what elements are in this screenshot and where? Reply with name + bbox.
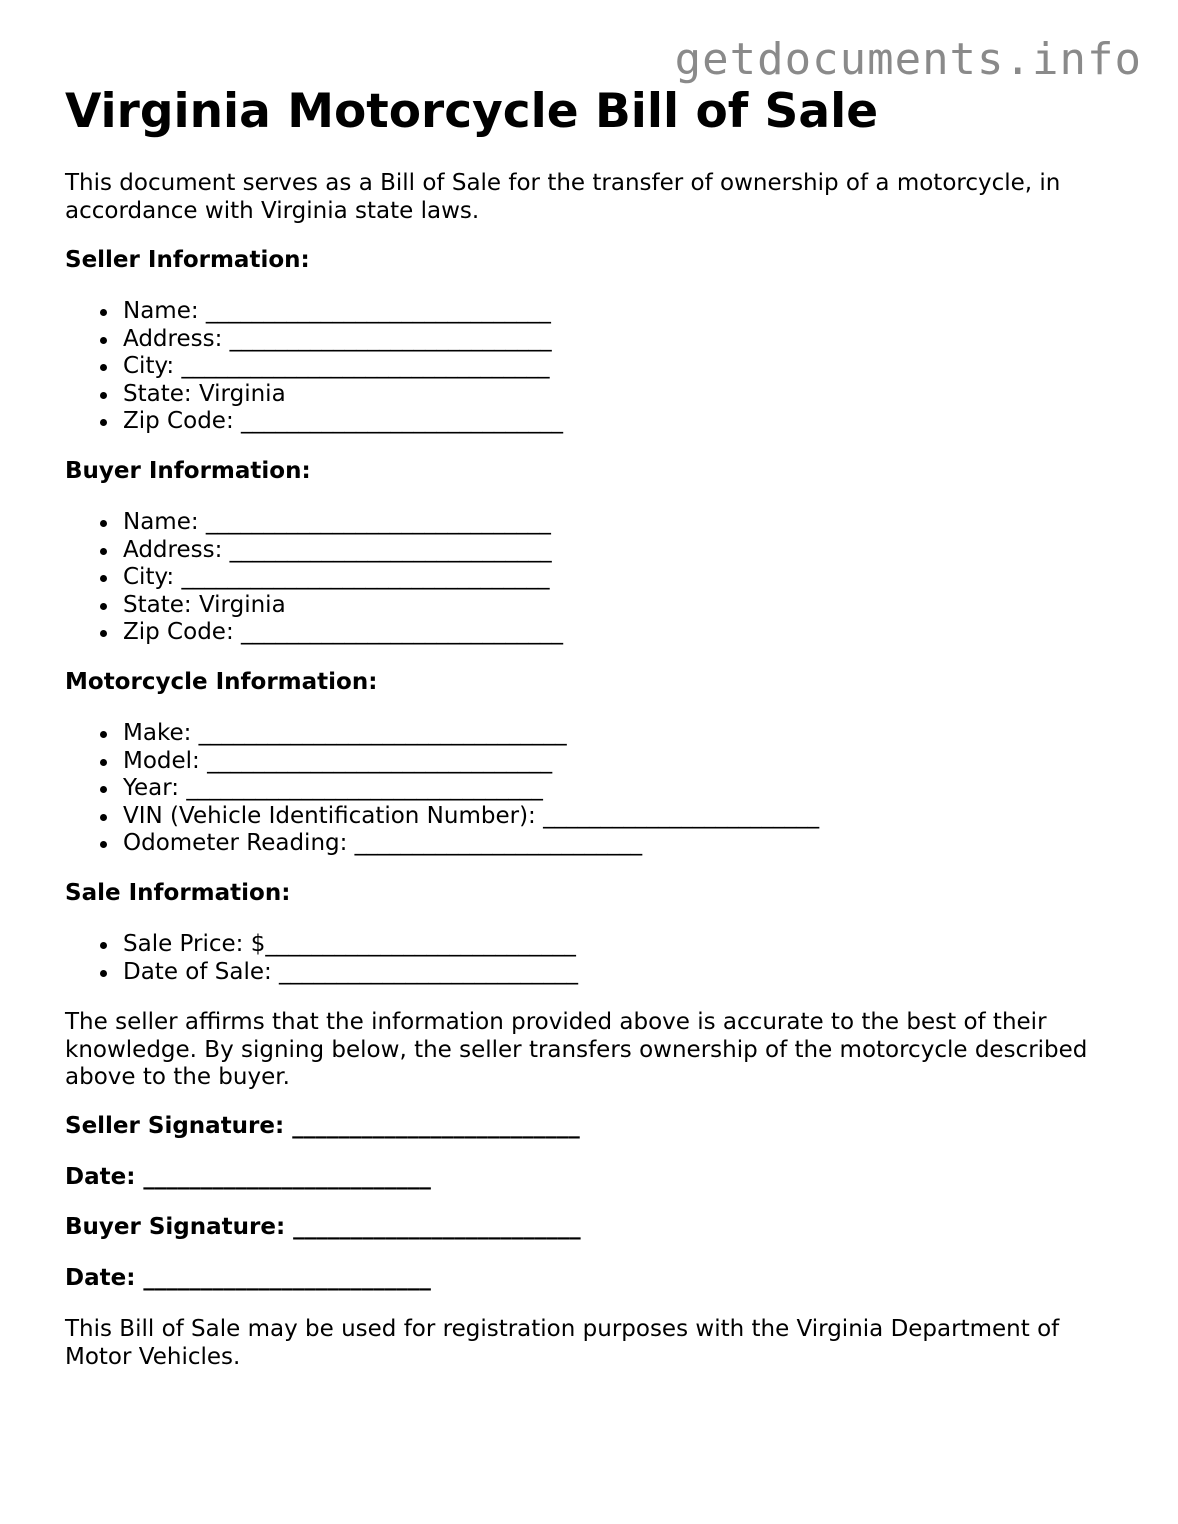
page-title: Virginia Motorcycle Bill of Sale <box>65 84 879 139</box>
buyer-fields <box>65 509 563 647</box>
motorcycle-fields <box>65 720 819 858</box>
motorcycle-vin-field[interactable]: VIN (Vehicle Identification Number): ________________________ <box>65 803 819 831</box>
buyer-state-field: State: Virginia <box>65 592 563 620</box>
motorcycle-year-field[interactable]: Year: _______________________________ <box>65 775 819 803</box>
buyer-signature-line[interactable]: Buyer Signature: _________________________ <box>65 1214 581 1240</box>
seller-signature-line[interactable]: Seller Signature: _________________________ <box>65 1113 580 1139</box>
seller-state-field: State: Virginia <box>65 381 563 409</box>
buyer-zip-field[interactable]: Zip Code: ____________________________ <box>65 619 563 647</box>
footer-note: This Bill of Sale may be used for registration purposes with the Virginia Department of Motor Vehicles. <box>65 1316 1060 1370</box>
seller-fields <box>65 298 563 436</box>
sale-price-field[interactable]: Sale Price: $___________________________ <box>65 931 578 959</box>
buyer-heading: Buyer Information: <box>65 458 311 484</box>
seller-date-line[interactable]: Date: _________________________ <box>65 1164 431 1190</box>
buyer-city-field[interactable]: City: ________________________________ <box>65 564 563 592</box>
intro-paragraph: This document serves as a Bill of Sale for the transfer of ownership of a motorcycle, in accordance with Virginia state laws. <box>65 170 1061 224</box>
seller-address-field[interactable]: Address: ____________________________ <box>65 326 563 354</box>
watermark: getdocuments.info <box>674 34 1142 85</box>
seller-heading: Seller Information: <box>65 247 310 273</box>
buyer-date-line[interactable]: Date: _________________________ <box>65 1265 431 1291</box>
seller-name-field[interactable]: Name: ______________________________ <box>65 298 563 326</box>
motorcycle-make-field[interactable]: Make: ________________________________ <box>65 720 819 748</box>
buyer-name-field[interactable]: Name: ______________________________ <box>65 509 563 537</box>
buyer-address-field[interactable]: Address: ____________________________ <box>65 537 563 565</box>
motorcycle-heading: Motorcycle Information: <box>65 669 378 695</box>
sale-date-field[interactable]: Date of Sale: __________________________ <box>65 959 578 987</box>
affirmation-paragraph: The seller affirms that the information provided above is accurate to the best of their knowledge. By signing below, the seller transfers ownership of the motorcycle described above to the buyer. <box>65 1009 1088 1090</box>
seller-zip-field[interactable]: Zip Code: ____________________________ <box>65 408 563 436</box>
motorcycle-odometer-field[interactable]: Odometer Reading: _________________________ <box>65 830 819 858</box>
sale-fields <box>65 931 578 986</box>
sale-heading: Sale Information: <box>65 880 291 906</box>
motorcycle-model-field[interactable]: Model: ______________________________ <box>65 748 819 776</box>
seller-city-field[interactable]: City: ________________________________ <box>65 353 563 381</box>
